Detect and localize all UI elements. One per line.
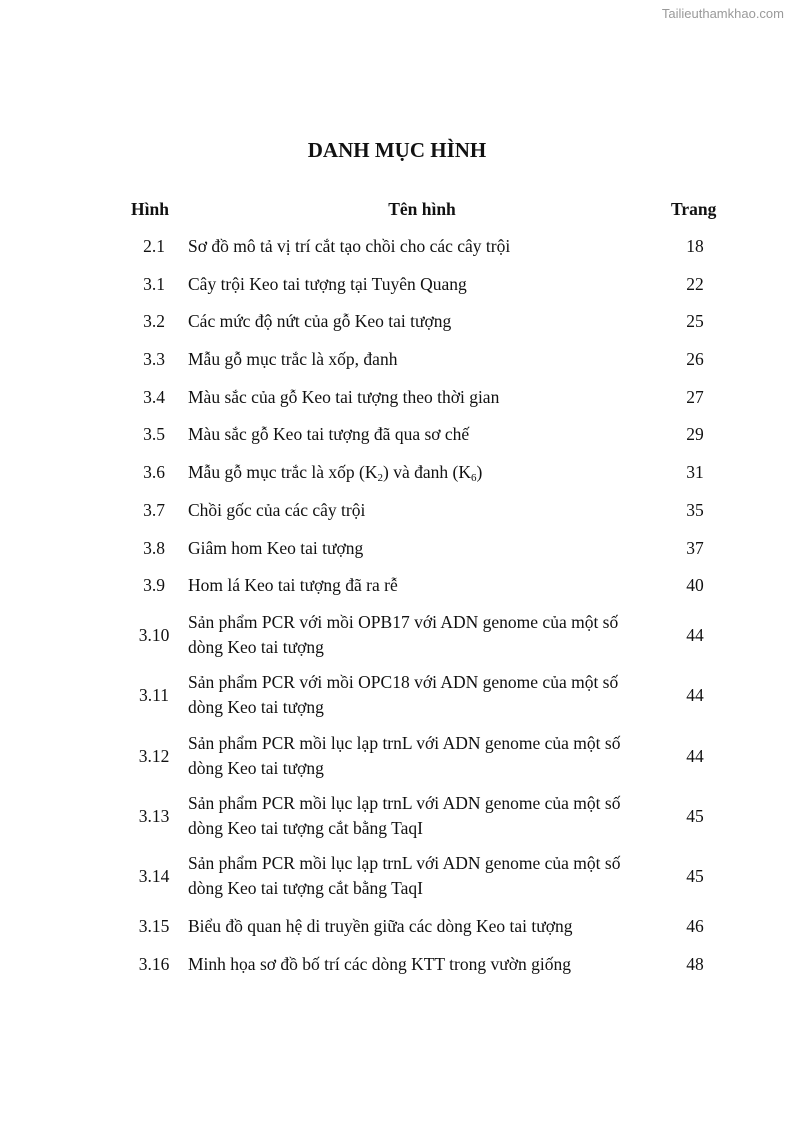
figure-name: Cây trội Keo tai tượng tại Tuyên Quang (188, 273, 467, 294)
table-row (0, 347, 794, 372)
figure-name-line: dòng Keo tai tượng cắt bằng TaqI (188, 818, 423, 838)
figure-name (188, 460, 658, 491)
page-number: 35 (686, 499, 704, 520)
figure-name: Chồi gốc của các cây trội (188, 499, 366, 520)
page-title: DANH MỤC HÌNH (307, 138, 487, 162)
figure-name (188, 731, 658, 781)
figure-number: 3.16 (138, 953, 170, 974)
page-number: 44 (686, 684, 704, 705)
figure-number: 3.12 (138, 745, 170, 766)
figure-name-part: Mẫu gỗ mục trắc là xốp (K (188, 461, 378, 482)
table-row (0, 573, 794, 598)
figure-name (188, 610, 658, 660)
watermark: Tailieuthamkhao.com (661, 6, 784, 21)
figure-number: 3.2 (143, 310, 165, 331)
table-row (0, 422, 794, 447)
table-row (0, 952, 794, 977)
figure-name-line: Sản phẩm PCR với mồi OPB17 với ADN genome của một số (188, 612, 619, 632)
figure-number: 3.5 (143, 423, 165, 444)
figure-number: 3.15 (138, 915, 170, 936)
figure-name (188, 670, 658, 720)
figure-number: 3.14 (138, 865, 170, 886)
figure-number: 3.8 (143, 537, 165, 558)
figure-name: Minh họa sơ đồ bố trí các dòng KTT trong vườn giống (188, 953, 571, 974)
page-number: 18 (686, 235, 704, 256)
figure-number: 3.7 (143, 499, 165, 520)
page-number: 48 (686, 953, 704, 974)
figure-name-part: ) và đanh (K (383, 461, 471, 482)
figure-name (188, 851, 658, 901)
page-number: 46 (686, 915, 704, 936)
page-number: 45 (686, 865, 704, 886)
figure-number: 3.4 (143, 386, 165, 407)
figure-name: Hom lá Keo tai tượng đã ra rễ (188, 574, 398, 595)
table-row (0, 309, 794, 334)
table-row (0, 610, 794, 660)
page-number: 44 (686, 745, 704, 766)
subscript: 6 (470, 471, 477, 484)
table-row (0, 272, 794, 297)
figure-name-line: Sản phẩm PCR với mồi OPC18 với ADN genome của một số (188, 672, 619, 692)
table-row (0, 670, 794, 720)
table-row (0, 914, 794, 939)
figure-name-line: Sản phẩm PCR mồi lục lạp trnL với ADN genome của một số (188, 853, 621, 873)
table-row (0, 234, 794, 259)
figure-name: Các mức độ nứt của gỗ Keo tai tượng (188, 310, 452, 331)
table-row (0, 731, 794, 781)
figure-name: Biểu đồ quan hệ di truyền giữa các dòng Keo tai tượng (188, 915, 573, 936)
figure-number: 3.10 (138, 624, 170, 645)
figure-number: 3.6 (143, 461, 165, 482)
figure-name-line: dòng Keo tai tượng (188, 697, 324, 717)
page-number: 37 (686, 537, 704, 558)
figure-name: Sơ đồ mô tả vị trí cắt tạo chồi cho các cây trội (188, 235, 511, 256)
page-number: 27 (686, 386, 704, 407)
figure-name: Màu sắc gỗ Keo tai tượng đã qua sơ chế (188, 423, 470, 444)
figure-number: 3.9 (143, 574, 165, 595)
page-number: 40 (686, 574, 704, 595)
figure-name-line: dòng Keo tai tượng (188, 758, 324, 778)
page-number: 45 (686, 805, 704, 826)
subscript: 2 (377, 471, 384, 484)
figure-name: Màu sắc của gỗ Keo tai tượng theo thời gian (188, 386, 500, 407)
figure-name-line: dòng Keo tai tượng cắt bằng TaqI (188, 878, 423, 898)
figure-number: 3.1 (143, 273, 165, 294)
header-page: Trang (671, 199, 717, 219)
header-number: Hình (131, 199, 169, 219)
table-row (0, 851, 794, 901)
figure-number: 3.11 (139, 684, 169, 705)
figure-number: 2.1 (143, 235, 165, 256)
page-number: 22 (686, 273, 704, 294)
figure-name: Mẫu gỗ mục trắc là xốp, đanh (188, 348, 398, 369)
page-number: 29 (686, 423, 704, 444)
figure-number: 3.13 (138, 805, 170, 826)
figure-number: 3.3 (143, 348, 165, 369)
figure-name-line: dòng Keo tai tượng (188, 637, 324, 657)
page-number: 26 (686, 348, 704, 369)
figure-name-part: ) (476, 461, 483, 482)
table-row (0, 498, 794, 523)
figure-name-line: Sản phẩm PCR mồi lục lạp trnL với ADN genome của một số (188, 793, 621, 813)
page-number: 31 (686, 461, 704, 482)
header-name: Tên hình (388, 199, 456, 219)
page-number: 44 (686, 624, 704, 645)
table-row (0, 460, 794, 485)
table-row (0, 536, 794, 561)
figure-name-line: Sản phẩm PCR mồi lục lạp trnL với ADN genome của một số (188, 733, 621, 753)
figure-name: Giâm hom Keo tai tượng (188, 537, 364, 558)
table-row (0, 791, 794, 841)
page-number: 25 (686, 310, 704, 331)
figure-name (188, 791, 658, 841)
table-row (0, 385, 794, 410)
